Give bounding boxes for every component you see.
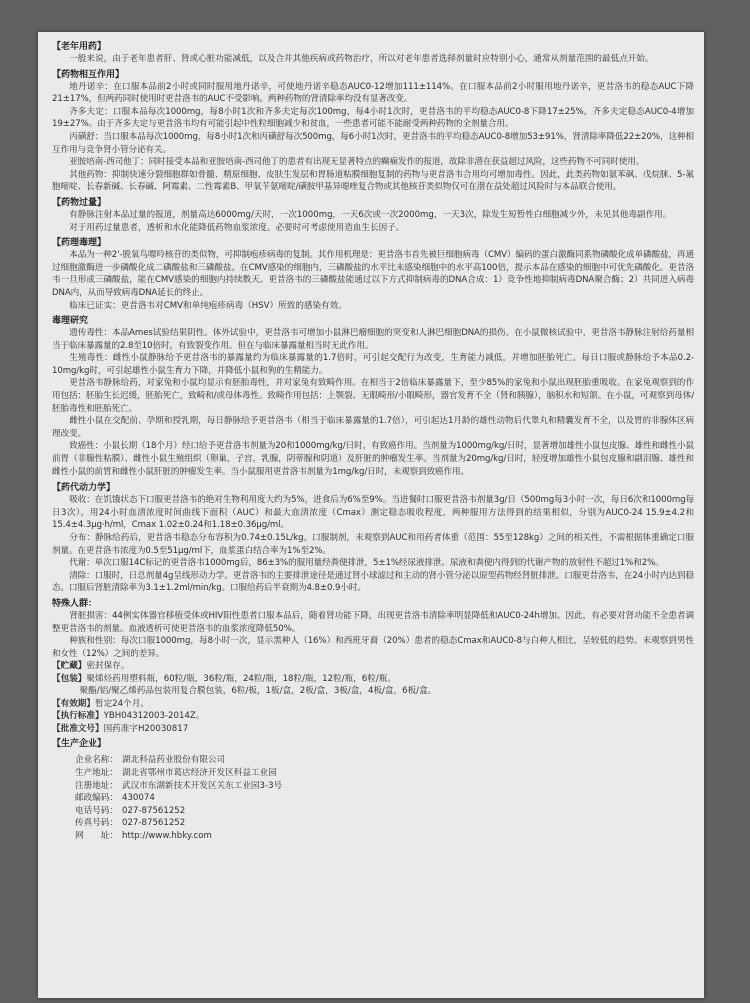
toxicology-genetic: 遗传毒性：本品Ames试验结果阴性。体外试验中，更昔洛韦可增加小鼠淋巴瘤细胞的突变和人淋巴细胞DNA的损伤。在小鼠微核试验中，更昔洛韦静脉注射给药量相当于临床暴露量的2.8至10倍时，有致裂变作用。但在与临床暴露量相当时无此作用。 bbox=[52, 328, 694, 351]
interaction-zidovudine: 齐多夫定：口服本品每次1000mg，每8小时1次和齐多夫定每次100mg，每4小时1次时，更昔洛韦的平均稳态AUC0-8下降17±25%，齐多夫定稳态AUC0-4增加19±27%。由于齐多夫定与更昔洛韦均有可能引起中性粒细胞减少和贫血，一些患者可能不能耐受两种药物的全剂量合用。 bbox=[52, 106, 694, 130]
row-key: 邮政编码： bbox=[75, 793, 118, 804]
row-key: 生产地址： bbox=[75, 767, 118, 778]
overdose-text-2: 对于用药过量患者，透析和水化能降低药物血浆浓度。必要时可考虑使用造血生长因子。 bbox=[69, 222, 405, 233]
approval-text: 国药准字H20030817 bbox=[103, 723, 189, 734]
pharmacology-clinical: 临床已证实：更昔洛韦对CMV和单纯疱疹病毒（HSV）所致的感染有效。 bbox=[69, 300, 347, 311]
toxicology-offspring: 雌性小鼠在交配前、孕期和授乳期，每日静脉给予更昔洛韦（相当于临床暴露量的1.7倍），可引起达1月龄的雄性动物后代睾丸和精囊发育不全，以及胃的非腺体区病理改变。 bbox=[52, 416, 694, 439]
section-heading-overdose: 【药物过量】 bbox=[52, 197, 107, 208]
section-heading-standard: 【执行标准】 bbox=[52, 711, 104, 722]
footer-space bbox=[52, 843, 694, 847]
section-heading-pharmacokinetics: 【药代动力学】 bbox=[52, 483, 116, 494]
row-key: 企业名称： bbox=[75, 755, 118, 766]
manufacturer-info bbox=[52, 754, 694, 842]
standard-text: YBH04312003-2014Z。 bbox=[103, 711, 205, 722]
toxicology-carcinogenicity: 致癌性：小鼠长期（18个月）经口给予更昔洛韦剂量为20和1000mg/kg/日时，有致癌作用。当剂量为1000mg/kg/日时，显著增加雄性小鼠包皮腺、雄性和雌性小鼠前胃（非腺性粘膜）、雌性小鼠生殖组织（卵巢，子宫，乳腺，阴蒂腺和阴道）及肝脏的肿瘤发生率。当剂量为20mg/kg/日时，轻度增加雄性小鼠包皮腺和副泪腺、雄性和雌性小鼠的前胃和雌性小鼠肝脏的肿瘤发生率。当小鼠服用更昔洛韦剂量为1mg/kg/日时，未观察到致癌作用。 bbox=[52, 441, 694, 477]
interaction-imipenem: 亚胺培南-西司他丁：同时接受本品和亚胺培南-西司他丁的患者有出现无显著特点的癫痫发作的报道，故除非潜在获益超过风险，这些药物不可同时使用。 bbox=[69, 157, 645, 168]
row-key: 电话号码： bbox=[75, 805, 118, 816]
company-name: 湖北科益药业股份有限公司 bbox=[122, 755, 226, 766]
package-line-2: 聚酯/铝/聚乙烯药品包装用复合膜包装，6粒/板，1板/盒，2板/盒，3板/盒，4板/盒，6板/盒。 bbox=[79, 686, 437, 697]
pk-metabolism: 代谢：单次口服14C标记的更昔洛韦1000mg后，86±3%的服用量经粪便排泄，5±1%经尿液排泄。尿液和粪便内得到的代谢产物的放射性不超过1%和2%。 bbox=[69, 558, 664, 569]
storage-line bbox=[52, 660, 694, 673]
section-heading-approval: 【批准文号】 bbox=[52, 723, 104, 734]
phone-number: 027-87561252 bbox=[122, 805, 186, 816]
interaction-other-drugs: 其他药物：抑制快速分裂细胞群如骨髓、精原细胞、皮肤生发层和胃肠道粘膜细胞复制的药物与更昔洛韦合用均可增加毒性。因此，此类药物如氨苯砜、戊烷脒、5-氟胞嘧啶、长春新碱、长春碱、阿霉素、二性霉素B、甲氧苄氨嘧啶/磺胺甲基异噁唑复合物或其他核苷类似物仅可在潜在益处超过风险时与本品联合使用。 bbox=[52, 169, 694, 193]
approval-line bbox=[52, 723, 694, 736]
section-heading-interactions: 【药物相互作用】 bbox=[52, 69, 125, 80]
manufacturer-row bbox=[52, 754, 694, 767]
pharmacology-mechanism: 本品为一种2'-脱氧鸟嘌呤核苷的类似物，可抑制疱疹病毒的复制。其作用机理是：更昔洛韦首先被巨细胞病毒（CMV）编码的蛋白激酶同系物磷酸化成单磷酸盐，再通过细胞激酶进一步磷酸化成二磷酸盐和三磷酸盐。在CMV感染的细胞内，三磷酸盐的水平比未感染细胞中的水平高100倍，提示本品在感染的细胞中可优先磷酸化。更昔洛韦一旦形成三磷酸盐，能在CMV感染的细胞内持续数天。更昔洛韦的三磷酸盐能通过以下方式抑制病毒的DNA合成：1）竞争性地抑制病毒DNA聚合酶；2）共同进入病毒DNA内，从而导致病毒DNA延长的终止。 bbox=[52, 250, 694, 298]
toxicology-reproductive: 生殖毒性：雌性小鼠静脉给予更昔洛韦的暴露量约为临床暴露量的1.7倍时，可引起交配行为改变，生育能力减低，并增加胚胎死亡。每日口服或静脉给予本品0.2-10mg/kg时，可引起雄性小鼠生育力下降，并降低小鼠和狗的生精能力。 bbox=[52, 353, 694, 376]
section-heading-manufacturer: 【生产企业】 bbox=[52, 739, 107, 750]
postal-code: 430074 bbox=[122, 793, 155, 804]
toxicology-embryo: 更昔洛韦静脉给药，对家兔和小鼠均显示有胚胎毒性，并对家兔有致畸作用。在相当于2倍临床暴露量下，至少85%的家兔和小鼠出现胚胎重吸收。在家兔观察到的作用包括：胚胎生长迟缓，胚胎死亡，致畸和/或母体毒性。致畸作用包括：上颚裂、无眼畸形/小眼畸形，器官发育不全（肾和胰腺），脑积水和短颌。在小鼠，可观察到母体/胚胎毒性和胚胎死亡。 bbox=[52, 378, 694, 414]
manufacturer-row bbox=[52, 792, 694, 805]
production-address: 湖北省鄂州市葛店经济开发区科益工业园 bbox=[122, 767, 277, 778]
standard-line bbox=[52, 710, 694, 723]
section-heading-storage: 【贮藏】 bbox=[52, 661, 87, 672]
row-key: 网 址： bbox=[75, 830, 118, 841]
manufacturer-row bbox=[52, 780, 694, 793]
overdose-text-1: 有静脉注射本品过量的报道，剂量高达6000mg/天时，一次1000mg，一天6次或一次2000mg，一天3次，除发生短暂性白细胞减少外，未见其他毒副作用。 bbox=[69, 209, 672, 220]
elderly-text: 一般来说，由于老年患者肝、肾或心脏功能减低，以及合并其他疾病或药物治疗，所以对老年患者选择剂量时应特别小心，通常从剂量范围的最低点开始。 bbox=[69, 54, 654, 64]
pk-renal-impairment: 肾脏损害：44例实体器官移植受体或HIV阳性患者口服本品后，随着肾功能下降，出现更昔洛韦清除率明显降低和AUC0-24h增加。因此，有必要对肾功能不全患者调整更昔洛韦的剂量。血液透析可使更昔洛韦的血浆浓度降低50%。 bbox=[52, 610, 694, 634]
interaction-didanosine: 地丹诺辛：在口服本品前2小时或同时服用地丹诺辛，可使地丹诺辛稳态AUC0-12增加111±114%。在口服本品前2小时服用地丹诺辛，更昔洛韦的稳态AUC下降21±17%，但两药同时使用时更昔洛韦的AUC不受影响。两种药物的肾清除率均没有显著改变。 bbox=[52, 81, 694, 105]
subheading-toxicology: 毒理研究 bbox=[52, 316, 89, 327]
row-key: 注册地址： bbox=[75, 780, 118, 791]
manufacturer-row bbox=[52, 830, 694, 843]
section-heading-elderly: 【老年用药】 bbox=[52, 42, 107, 52]
manufacturer-row bbox=[52, 805, 694, 818]
section-heading-pharmacology: 【药理毒理】 bbox=[52, 238, 107, 249]
pk-race-gender: 种族和性别：每次口服1000mg，每8小时一次，显示黑种人（16%）和西班牙裔（20%）患者的稳态Cmax和AUC0-8与白种人相比，呈较低的趋势。未观察到男性和女性（12%）之间的差异。 bbox=[52, 636, 694, 659]
pk-absorption: 吸收：在饥饿状态下口服更昔洛韦的绝对生物利用度大约为5%，进食后为6%至9%。当进餐时口服更昔洛韦剂量3g/日（500mg每3小时一次，每日6次和1000mg每日3次），用24小时血清浓度时间曲线下面积（AUC）和最大血清浓度（Cmax）测定稳态吸收程度，两种服用方法得到的结果相似，分别为AUC0-24 15.9±4.2和15.4±4.3μg·h/ml，Cmax 1.02±0.24和1.18±0.36μg/ml。 bbox=[52, 495, 694, 531]
leaflet-content bbox=[52, 38, 694, 847]
section-heading-validity: 【有效期】 bbox=[52, 698, 95, 709]
document-page bbox=[38, 32, 704, 998]
pk-distribution: 分布：静脉给药后，更昔洛韦稳态分布容积为0.74±0.15L/kg。口服制剂，未观察到AUC和用药者体重（范围：55至128kg）之间的相关性，不需根据体重确定口服剂量。在更昔洛韦浓度为0.5至51μg/ml下，血浆蛋白结合率为1%至2%。 bbox=[52, 533, 694, 556]
validity-line bbox=[52, 698, 694, 711]
website: http://www.hbky.com bbox=[122, 830, 212, 841]
package-line-1 bbox=[52, 673, 694, 686]
manufacturer-row bbox=[52, 767, 694, 780]
section-heading-package: 【包装】 bbox=[52, 673, 87, 684]
interaction-probenecid: 丙磺舒：当口服本品每次1000mg，每8小时1次和丙磺舒每次500mg，每6小时1次时，更昔洛韦的平均稳态AUC0-8增加53±91%，肾清除率降低22±20%，这种相互作用与竞争肾小管分泌有关。 bbox=[52, 131, 694, 155]
pk-elimination: 清除：口服时，日总剂量4g呈线形动力学。更昔洛韦的主要排泄途径是通过肾小球滤过和主动的肾小管分泌以原型药物经肾脏排泄。口服更昔洛韦，在24小时内达到稳态。口服后肾脏清除率为3.1±1.2ml/min/kg。口服给药后半衰期为4.8±0.9小时。 bbox=[52, 570, 694, 594]
registered-address: 武汉市东湖新技术开发区关东工业园3-3号 bbox=[122, 780, 283, 791]
row-key: 传真号码： bbox=[75, 818, 118, 829]
manufacturer-row bbox=[52, 817, 694, 830]
package-bottle: 聚烯烃药用塑料瓶，60粒/瓶，36粒/瓶，24粒/瓶，18粒/瓶，12粒/瓶，6粒/瓶。 bbox=[86, 673, 396, 684]
fax-number: 027-87561252 bbox=[122, 818, 186, 829]
validity-text: 暂定24个月。 bbox=[94, 698, 149, 709]
storage-text: 密封保存。 bbox=[86, 661, 130, 672]
subheading-special-populations: 特殊人群： bbox=[52, 598, 98, 609]
